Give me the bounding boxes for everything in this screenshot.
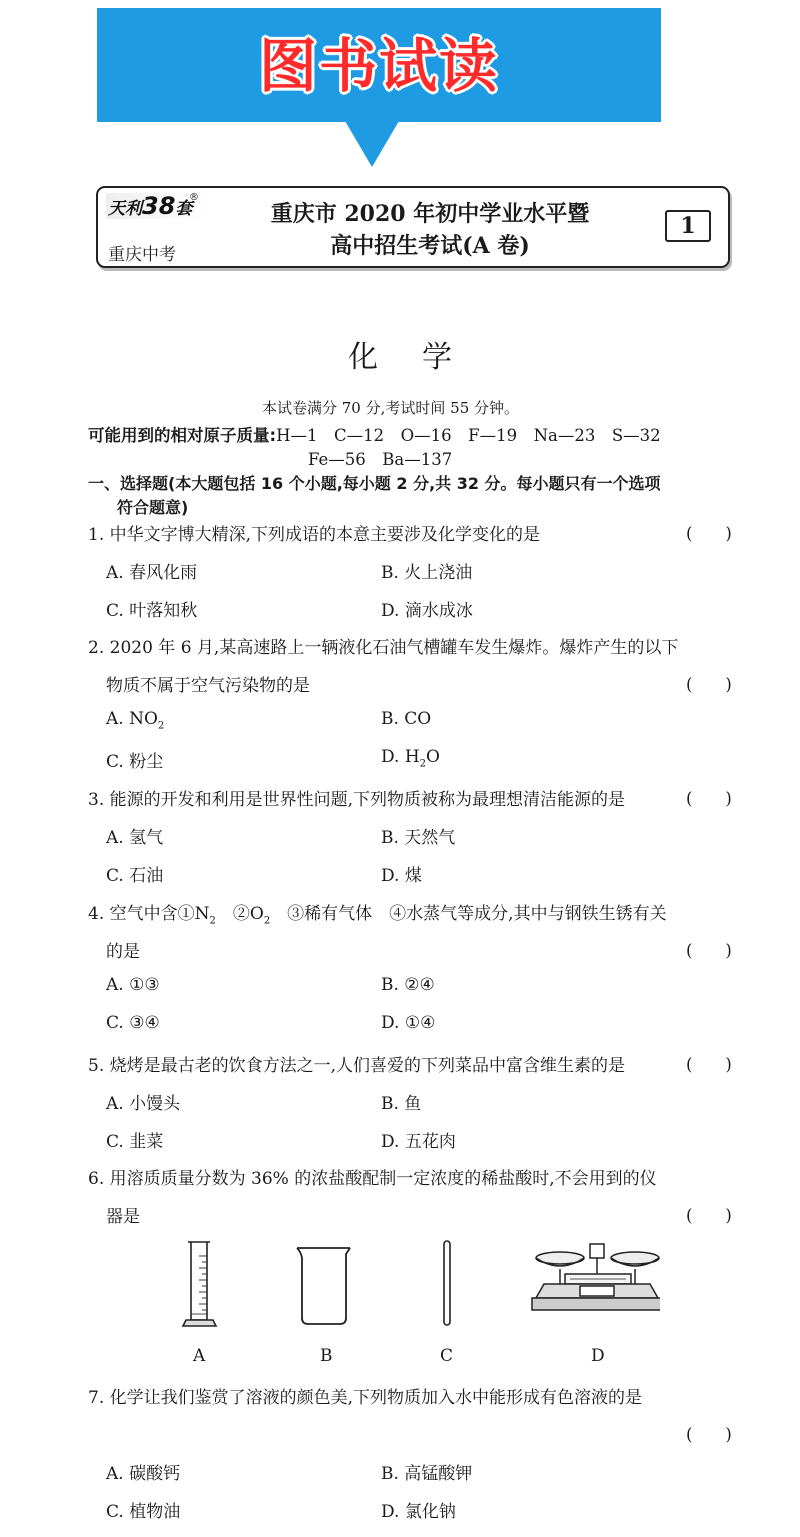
question-6-stem-line1: 6. 用溶质质量分数为 36% 的浓盐酸配制一定浓度的稀盐酸时,不会用到的仪 (88, 1169, 657, 1189)
exam-note: 本试卷满分 70 分,考试时间 55 分钟。 (262, 399, 520, 417)
logo (108, 192, 192, 220)
q2-option-a-text: A. NO (106, 709, 158, 729)
answer-blank-1[interactable]: ( ) (686, 524, 732, 543)
subscript-2: 2 (419, 758, 427, 770)
exam-title-line1: 重庆市 2020 年初中学业水平暨 (270, 201, 590, 227)
banner-arrow (345, 121, 399, 167)
glass-rod-icon (444, 1241, 450, 1325)
question-2-stem-line2: 物质不属于空气污染物的是 (106, 676, 310, 696)
logo-text-b: 38 (142, 192, 176, 220)
answer-blank-7[interactable]: ( ) (686, 1425, 732, 1444)
q5-option-d[interactable]: D. 五花肉 (381, 1132, 456, 1152)
q3-option-d[interactable]: D. 煤 (381, 866, 422, 886)
q7-option-c[interactable]: C. 植物油 (106, 1502, 181, 1522)
q2-option-d[interactable] (381, 747, 440, 769)
question-6-stem-line2: 器是 (106, 1207, 140, 1227)
question-4-stem-line2: 的是 (106, 942, 140, 962)
apparatus-label-c: C (440, 1346, 454, 1366)
q3-option-c[interactable]: C. 石油 (106, 866, 164, 886)
question-2-stem-line1: 2. 2020 年 6 月,某高速路上一辆液化石油气槽罐车发生爆炸。爆炸产生的以下 (88, 638, 679, 658)
logo-text-a: 天利 (108, 199, 142, 219)
atomic-mass-line2: Fe—56 Ba—137 (308, 450, 453, 469)
logo-text-c: 套 (175, 199, 193, 219)
exam-title (230, 198, 630, 262)
q5-option-a[interactable]: A. 小馒头 (106, 1094, 181, 1114)
apparatus-label-a: A (193, 1346, 206, 1366)
q4-option-c[interactable]: C. ③④ (106, 1013, 160, 1033)
q1-option-d[interactable]: D. 滴水成冰 (381, 601, 473, 621)
section-heading-line1: 一、选择题(本大题包括 16 个小题,每小题 2 分,共 32 分。每小题只有一个选项 (88, 474, 661, 493)
atomic-mass-label: 可能用到的相对原子质量: (88, 426, 277, 445)
atomic-mass-values1: H—1 C—12 O—16 F—19 Na—23 S—32 (276, 426, 661, 445)
q4-stem-part1: 4. 空气中含①N (88, 904, 210, 924)
atomic-mass-line1 (88, 422, 661, 446)
answer-blank-6[interactable]: ( ) (686, 1206, 732, 1225)
q4-option-d[interactable]: D. ①④ (381, 1013, 436, 1033)
subscript-2: 2 (157, 720, 165, 732)
q2-option-d-text-a: D. H (381, 747, 420, 767)
graduated-cylinder-icon (183, 1242, 216, 1326)
q1-option-c[interactable]: C. 叶落知秋 (106, 601, 198, 621)
exam-title-line2: 高中招生考试(A 卷) (330, 233, 530, 259)
q4-stem-part2: ②O (215, 904, 264, 924)
q2-option-b[interactable]: B. CO (381, 709, 432, 729)
section-heading-line2: 符合题意) (117, 498, 189, 517)
answer-blank-2[interactable]: ( ) (686, 675, 732, 694)
answer-blank-3[interactable]: ( ) (686, 789, 732, 808)
q1-option-a[interactable]: A. 春风化雨 (106, 563, 198, 583)
apparatus-figures (180, 1236, 660, 1336)
banner-title: 图书试读 (258, 32, 499, 100)
answer-blank-5[interactable]: ( ) (686, 1055, 732, 1074)
q7-option-a[interactable]: A. 碳酸钙 (106, 1464, 181, 1484)
question-7-stem: 7. 化学让我们鉴赏了溶液的颜色美,下列物质加入水中能形成有色溶液的是 (88, 1388, 643, 1408)
logo-subtitle: 重庆中考 (108, 245, 176, 265)
q4-option-b[interactable]: B. ②④ (381, 975, 435, 995)
subject-title: 化学 (348, 340, 496, 375)
q2-option-a[interactable] (106, 709, 164, 731)
subscript-2: 2 (263, 915, 271, 927)
q2-option-d-text-b: O (426, 747, 440, 767)
question-1-stem: 1. 中华文字博大精深,下列成语的本意主要涉及化学变化的是 (88, 525, 541, 545)
q2-option-c[interactable]: C. 粉尘 (106, 752, 164, 772)
paper-number: 1 (665, 210, 711, 242)
q5-option-b[interactable]: B. 鱼 (381, 1094, 422, 1114)
q7-option-b[interactable]: B. 高锰酸钾 (381, 1464, 473, 1484)
q4-stem-part3: ③稀有气体 ④水蒸气等成分,其中与钢铁生锈有关 (270, 904, 667, 924)
balance-scale-icon (532, 1244, 660, 1310)
q1-option-b[interactable]: B. 火上浇油 (381, 563, 473, 583)
q3-option-a[interactable]: A. 氢气 (106, 828, 164, 848)
q3-option-b[interactable]: B. 天然气 (381, 828, 456, 848)
q5-option-c[interactable]: C. 韭菜 (106, 1132, 164, 1152)
subscript-2: 2 (209, 915, 216, 927)
q7-option-d[interactable]: D. 氯化钠 (381, 1502, 456, 1522)
apparatus-label-d: D (591, 1346, 605, 1366)
answer-blank-4[interactable]: ( ) (686, 941, 732, 960)
apparatus-label-b: B (320, 1346, 333, 1366)
question-3-stem: 3. 能源的开发和利用是世界性问题,下列物质被称为最理想清洁能源的是 (88, 790, 626, 810)
question-5-stem: 5. 烧烤是最古老的饮食方法之一,人们喜爱的下列菜品中富含维生素的是 (88, 1056, 626, 1076)
question-4-stem-line1 (88, 899, 667, 926)
registered-mark: ® (189, 192, 199, 203)
q4-option-a[interactable]: A. ①③ (106, 975, 160, 995)
beaker-icon (297, 1248, 350, 1324)
